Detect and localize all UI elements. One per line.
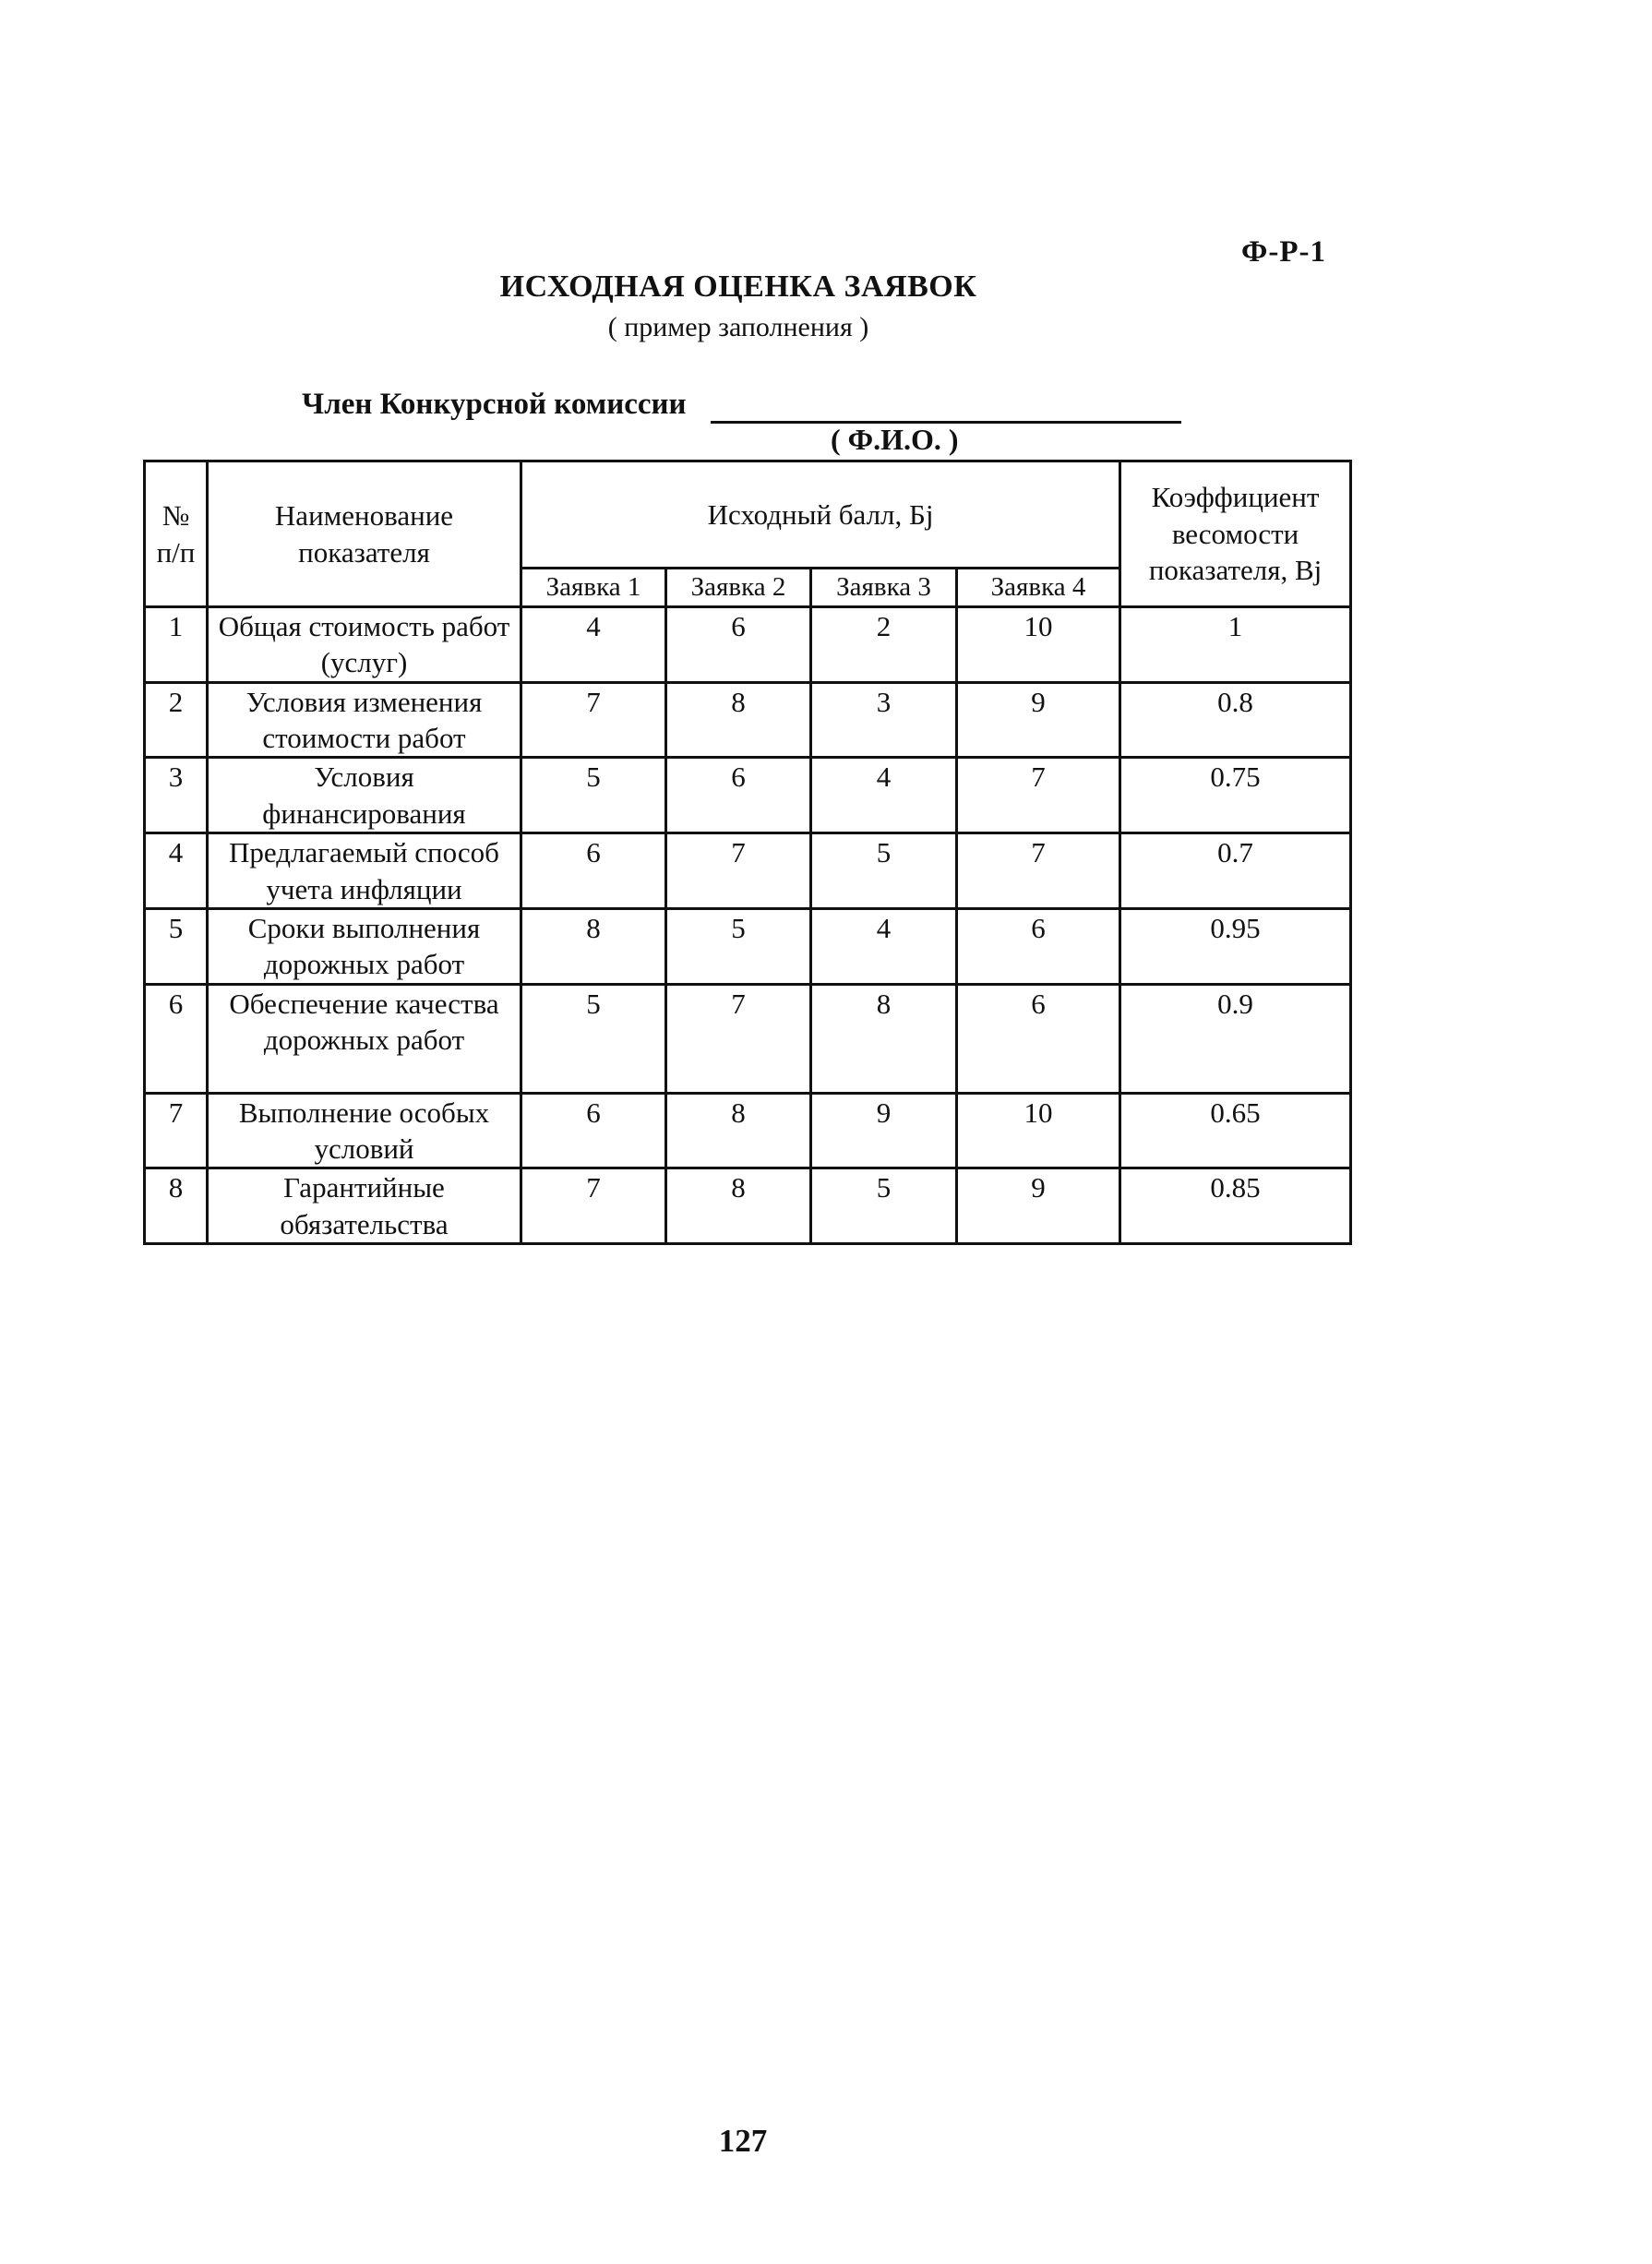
table-row — [145, 1093, 1351, 1168]
header-bid-4: Заявка 4 — [957, 569, 1120, 607]
indicator-name: Условия изменения стоимости работ — [208, 682, 521, 758]
score-bid-4: 7 — [957, 758, 1120, 833]
table-row — [145, 908, 1351, 984]
score-bid-3: 5 — [811, 1168, 957, 1244]
score-bid-4: 9 — [957, 682, 1120, 758]
score-bid-3: 9 — [811, 1093, 957, 1168]
table-row — [145, 607, 1351, 683]
weight-value: 0.65 — [1120, 1093, 1351, 1168]
evaluation-table — [143, 460, 1352, 1245]
document-title: ИСХОДНАЯ ОЦЕНКА ЗАЯВОК — [499, 270, 977, 304]
document-subtitle: ( пример заполнения ) — [607, 312, 869, 342]
score-bid-4: 6 — [957, 984, 1120, 1093]
score-bid-1: 5 — [521, 758, 666, 833]
table-row — [145, 682, 1351, 758]
score-bid-2: 8 — [666, 1093, 811, 1168]
table-row — [145, 758, 1351, 833]
score-bid-1: 6 — [521, 833, 666, 909]
header-bid-2: Заявка 2 — [666, 569, 811, 607]
score-bid-2: 8 — [666, 1168, 811, 1244]
weight-value: 0.9 — [1120, 984, 1351, 1093]
score-bid-1: 4 — [521, 607, 666, 683]
form-code: Ф-Р-1 — [1241, 235, 1326, 269]
row-number: 7 — [145, 1093, 208, 1168]
score-bid-2: 6 — [666, 758, 811, 833]
table-row — [145, 984, 1351, 1093]
indicator-name: Условия финансирования — [208, 758, 521, 833]
weight-value: 1 — [1120, 607, 1351, 683]
weight-value: 0.7 — [1120, 833, 1351, 909]
indicator-name: Гарантийные обязательства — [208, 1168, 521, 1244]
weight-value: 0.8 — [1120, 682, 1351, 758]
score-bid-4: 10 — [957, 1093, 1120, 1168]
row-number: 8 — [145, 1168, 208, 1244]
score-bid-3: 3 — [811, 682, 957, 758]
row-number: 4 — [145, 833, 208, 909]
commission-member-label: Член Конкурсной комиссии — [302, 388, 687, 421]
score-bid-3: 5 — [811, 833, 957, 909]
indicator-name: Выполнение особых условий — [208, 1093, 521, 1168]
score-bid-2: 7 — [666, 833, 811, 909]
score-bid-3: 4 — [811, 908, 957, 984]
fio-caption: ( Ф.И.О. ) — [831, 423, 959, 456]
score-bid-1: 8 — [521, 908, 666, 984]
header-bid-1: Заявка 1 — [521, 569, 666, 607]
score-bid-4: 6 — [957, 908, 1120, 984]
score-bid-4: 7 — [957, 833, 1120, 909]
score-bid-3: 4 — [811, 758, 957, 833]
row-number: 6 — [145, 984, 208, 1093]
indicator-name: Обеспечение качества дорожных работ — [208, 984, 521, 1093]
score-bid-3: 8 — [811, 984, 957, 1093]
row-number: 1 — [145, 607, 208, 683]
table-row — [145, 1168, 1351, 1244]
row-number: 3 — [145, 758, 208, 833]
header-indicator-name: Наименование показателя — [208, 461, 521, 607]
weight-value: 0.95 — [1120, 908, 1351, 984]
page-number: 127 — [718, 2123, 768, 2159]
weight-value: 0.85 — [1120, 1168, 1351, 1244]
score-bid-1: 5 — [521, 984, 666, 1093]
header-weight-coefficient: Коэффициент весомости показателя, Вj — [1120, 461, 1351, 607]
weight-value: 0.75 — [1120, 758, 1351, 833]
score-bid-1: 7 — [521, 1168, 666, 1244]
score-bid-4: 9 — [957, 1168, 1120, 1244]
score-bid-1: 7 — [521, 682, 666, 758]
score-bid-2: 6 — [666, 607, 811, 683]
indicator-name: Сроки выполнения дорожных работ — [208, 908, 521, 984]
score-bid-4: 10 — [957, 607, 1120, 683]
score-bid-2: 7 — [666, 984, 811, 1093]
table-row — [145, 833, 1351, 909]
row-number: 5 — [145, 908, 208, 984]
header-bid-3: Заявка 3 — [811, 569, 957, 607]
indicator-name: Общая стоимость работ (услуг) — [208, 607, 521, 683]
header-number: № п/п — [145, 461, 208, 607]
header-initial-score: Исходный балл, Бj — [521, 461, 1120, 569]
row-number: 2 — [145, 682, 208, 758]
score-bid-1: 6 — [521, 1093, 666, 1168]
indicator-name: Предлагаемый способ учета инфляции — [208, 833, 521, 909]
score-bid-2: 8 — [666, 682, 811, 758]
score-bid-3: 2 — [811, 607, 957, 683]
score-bid-2: 5 — [666, 908, 811, 984]
